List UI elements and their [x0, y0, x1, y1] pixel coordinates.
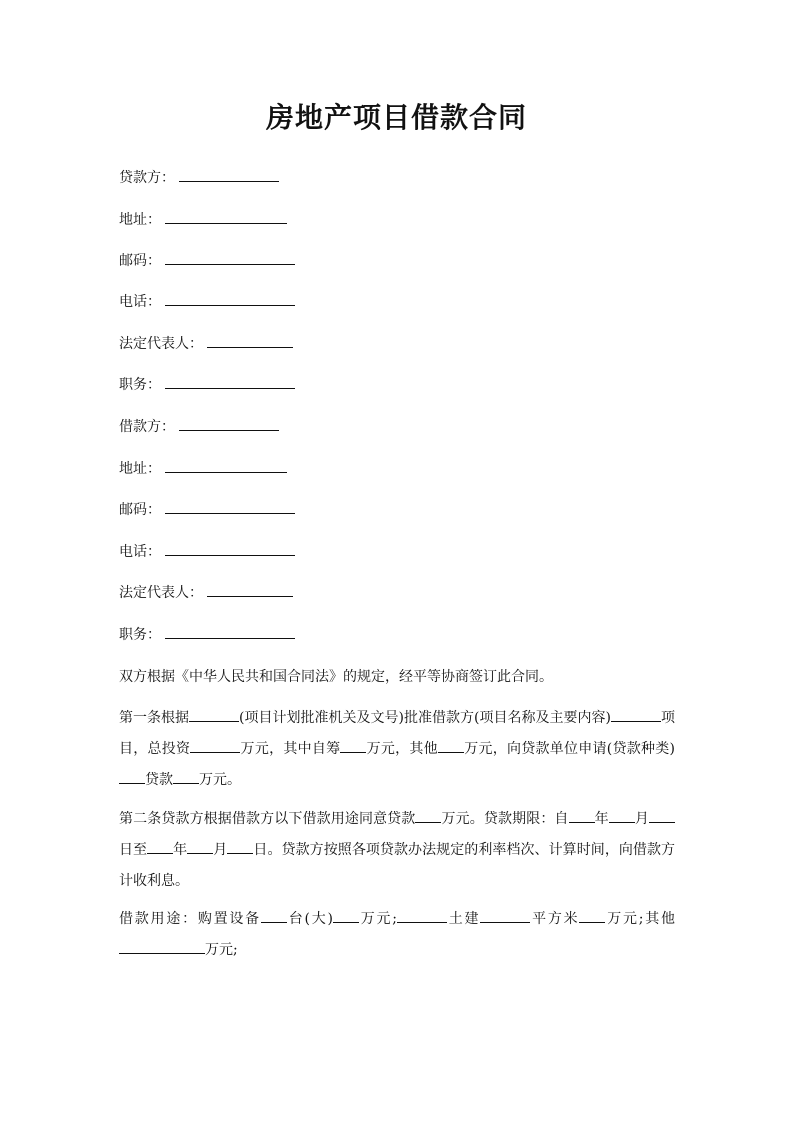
- field-label: 邮码：: [119, 502, 161, 518]
- text: 月: [213, 842, 228, 858]
- lender-phone-field: [119, 292, 295, 312]
- lender-name-blank[interactable]: [179, 168, 279, 182]
- field-label: 地址：: [119, 212, 161, 228]
- text: 万元，其中自筹: [240, 741, 341, 757]
- text: 月: [634, 811, 650, 827]
- text: 项目，总投资: [119, 710, 676, 757]
- field-label: 借款方：: [119, 419, 175, 435]
- field-label: 地址：: [119, 461, 161, 477]
- text: 第二条贷款方根据借款方以下借款用途同意贷款: [119, 811, 416, 827]
- text: 万元;其他: [605, 911, 676, 927]
- field-label: 贷款方：: [119, 170, 175, 186]
- construction-blank[interactable]: [397, 910, 447, 923]
- text: 年: [173, 842, 188, 858]
- borrower-legal-rep-blank[interactable]: [207, 583, 293, 597]
- self-raised-blank[interactable]: [340, 740, 366, 753]
- borrower-postcode-blank[interactable]: [165, 500, 295, 514]
- field-label: 电话：: [119, 544, 161, 560]
- lender-postcode-field: [119, 251, 295, 271]
- lender-phone-blank[interactable]: [165, 292, 295, 306]
- borrower-phone-field: [119, 542, 295, 562]
- field-label: 电话：: [119, 294, 161, 310]
- lender-postcode-blank[interactable]: [165, 251, 295, 265]
- article-2: [119, 804, 675, 897]
- loan-usage: [119, 904, 675, 966]
- lender-address-blank[interactable]: [165, 210, 287, 224]
- equipment-units-blank[interactable]: [261, 910, 287, 923]
- text: 台(大): [286, 911, 333, 927]
- field-label: 职务：: [119, 377, 161, 393]
- text: 日。贷款方按照各项贷款办法规定的利率档次、计算时间，向借款方计收利息。: [119, 842, 676, 889]
- borrower-postcode-field: [119, 500, 295, 520]
- borrower-name-blank[interactable]: [179, 417, 279, 431]
- borrower-position-field: [119, 625, 295, 645]
- start-day-blank[interactable]: [649, 810, 675, 823]
- construction-amount-blank[interactable]: [579, 910, 605, 923]
- total-investment-blank[interactable]: [190, 740, 240, 753]
- text: 贷款: [145, 772, 173, 788]
- text: 万元，向贷款单位申请(贷款种类): [463, 741, 676, 757]
- agreed-amount-blank[interactable]: [415, 810, 441, 823]
- start-year-blank[interactable]: [569, 810, 595, 823]
- text: (项目计划批准机关及文号)批准借款方(项目名称及主要内容): [239, 710, 611, 726]
- text: 万元。贷款期限：自: [441, 811, 569, 827]
- area-blank[interactable]: [480, 910, 530, 923]
- preamble: 双方根据《中华人民共和国合同法》的规定，经平等协商签订此合同。: [119, 669, 553, 685]
- lender-legal-rep-blank[interactable]: [207, 334, 293, 348]
- text: 借款用途：购置设备: [119, 911, 261, 927]
- field-label: 法定代表人：: [119, 336, 203, 352]
- other-funds-blank[interactable]: [438, 740, 464, 753]
- lender-position-blank[interactable]: [165, 375, 295, 389]
- project-blank[interactable]: [611, 709, 661, 722]
- other-usage-blank[interactable]: [119, 941, 205, 954]
- text: 平方米: [530, 911, 580, 927]
- field-label: 法定代表人：: [119, 585, 203, 601]
- borrower-position-blank[interactable]: [165, 625, 295, 639]
- lender-legal-rep-field: [119, 334, 293, 354]
- text: 万元，其他: [366, 741, 438, 757]
- text: 日至: [119, 842, 148, 858]
- end-day-blank[interactable]: [227, 841, 253, 854]
- lender-name-field: [119, 168, 279, 188]
- borrower-address-field: [119, 459, 287, 479]
- text: 万元;: [358, 911, 398, 927]
- lender-address-field: [119, 210, 287, 230]
- approval-authority-blank[interactable]: [189, 709, 239, 722]
- text: 第一条根据: [119, 710, 190, 726]
- text: 万元。: [199, 772, 241, 788]
- end-year-blank[interactable]: [147, 841, 173, 854]
- lender-position-field: [119, 375, 295, 395]
- borrower-phone-blank[interactable]: [165, 542, 295, 556]
- loan-type-blank[interactable]: [119, 771, 145, 784]
- start-month-blank[interactable]: [609, 810, 635, 823]
- loan-amount-blank[interactable]: [173, 771, 199, 784]
- borrower-address-blank[interactable]: [165, 459, 287, 473]
- text: 土建: [447, 911, 481, 927]
- end-month-blank[interactable]: [187, 841, 213, 854]
- field-label: 邮码：: [119, 253, 161, 269]
- borrower-legal-rep-field: [119, 583, 293, 603]
- equipment-amount-blank[interactable]: [333, 910, 359, 923]
- field-label: 职务：: [119, 627, 161, 643]
- borrower-name-field: [119, 417, 279, 437]
- document-title: 房地产项目借款合同: [265, 101, 527, 134]
- text: 年: [594, 811, 609, 827]
- article-1: [119, 703, 675, 796]
- text: 万元;: [205, 942, 238, 958]
